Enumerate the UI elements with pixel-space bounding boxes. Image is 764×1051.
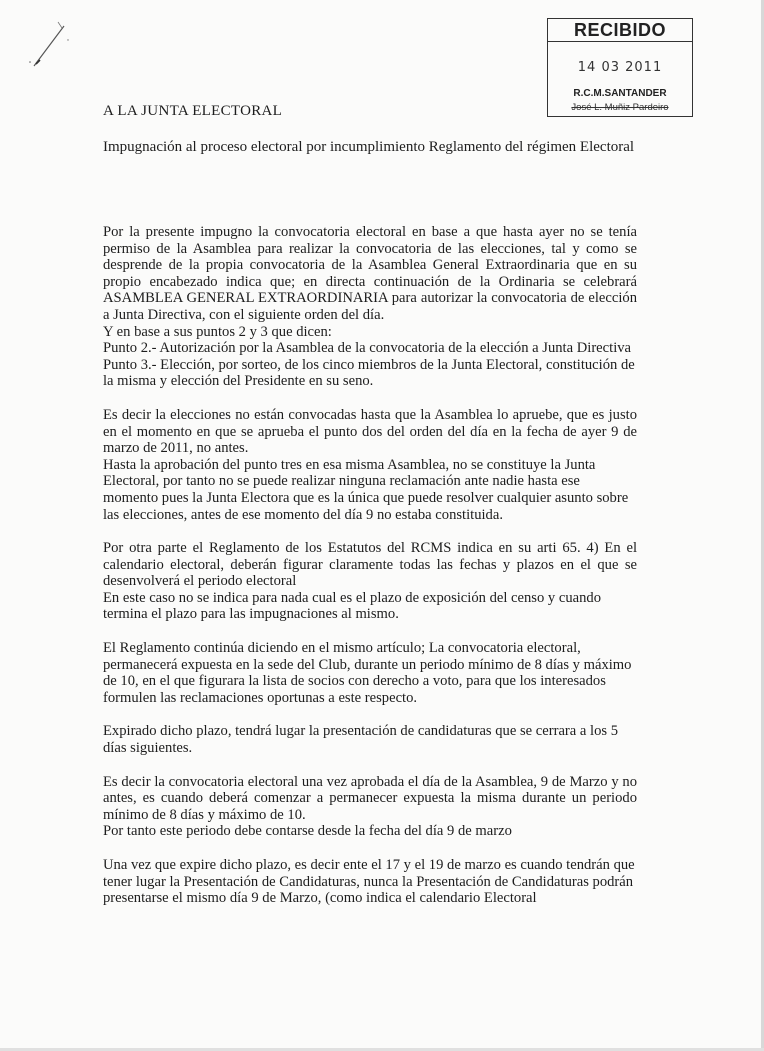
- paragraph: [103, 857, 637, 907]
- paragraph-line: Por tanto este periodo debe contarse desde la fecha del día 9 de marzo: [103, 823, 512, 840]
- received-stamp: [547, 18, 693, 117]
- paragraph-line: Es decir la elecciones no están convocadas hasta que la Asamblea lo apruebe, que es justo en el momento en que se aprueba el punto dos del orden del día en la fecha de ayer 9 de marzo de 2011, no antes.: [103, 406, 637, 457]
- paragraph-line: Hasta la aprobación del punto tres en esa misma Asamblea, no se constituye la Junta Electoral, por tanto no se puede realizar ninguna reclamación ante nadie hasta ese momento pues la Junta Electora que es la única que puede resolver cualquier asunto sobre las elecciones, antes de ese momento del día 9 no estaba constituida.: [103, 456, 629, 523]
- paragraph-line: En este caso no se indica para nada cual es el plazo de exposición del censo y cuando termina el plazo para las impugnaciones al mismo.: [103, 589, 602, 623]
- letter-body: [103, 224, 637, 924]
- stamp-title: RECIBIDO: [548, 18, 692, 42]
- paragraph: [103, 224, 637, 390]
- paragraph-line: Punto 2.- Autorización por la Asamblea de la convocatoria de la elección a Junta Directiva: [103, 340, 632, 357]
- stamp-date: 14 03 2011: [577, 60, 663, 75]
- paragraph-line: Y en base a sus puntos 2 y 3 que dicen:: [103, 323, 332, 340]
- paragraph: [103, 723, 637, 756]
- paragraph: [103, 640, 637, 706]
- addressee-heading: A LA JUNTA ELECTORAL: [103, 103, 283, 119]
- paragraph-line: El Reglamento continúa diciendo en el mismo artículo; La convocatoria electoral, permanecerá expuesta en la sede del Club, durante un periodo mínimo de 8 días y máximo de 10, en el que figurara la lista de socios con derecho a voto, para que los interesados formulen las reclamaciones oportunas a este respecto.: [103, 640, 632, 706]
- subject-line: Impugnación al proceso electoral por incumplimiento Reglamento del régimen Electoral: [103, 139, 635, 155]
- paragraph: [103, 540, 637, 623]
- paragraph-line: Por la presente impugno la convocatoria electoral en base a que hasta ayer no se tenía permiso de la Asamblea para realizar la convocatoria de las elecciones, tal y como se desprende de la propia convocatoria de la Asamblea General Extraordinaria que en su propio encabezado indica que; en directa continuación de la Ordinaria se celebrará ASAMBLEA GENERAL EXTRAORDINARIA para autorizar la convocatoria de elección a Junta Directiva, con el siguiente orden del día.: [103, 224, 637, 323]
- paragraph: [103, 774, 637, 840]
- paragraph-line: Punto 3.- Elección, por sorteo, de los cinco miembros de la Junta Electoral, constitución de la misma y elección del Presidente en su seno.: [103, 356, 635, 390]
- paragraph-line: Por otra parte el Reglamento de los Estatutos del RCMS indica en su arti 65. 4) En el calendario electoral, deberán figurar claramente todas las fechas y plazos en el que se desenvolverá el periodo electoral: [103, 540, 637, 590]
- paragraph: [103, 407, 637, 523]
- pen-mark-icon: [18, 14, 78, 74]
- stamp-signatory: José L. Muñiz Pardeiro: [571, 102, 669, 113]
- paragraph-line: Expirado dicho plazo, tendrá lugar la presentación de candidaturas que se cerrara a los 5 días siguientes.: [103, 723, 619, 757]
- paragraph-line: Una vez que expire dicho plazo, es decir ente el 17 y el 19 de marzo es cuando tendrán que tener lugar la Presentación de Candidaturas, nunca la Presentación de Candidaturas podrán presentarse el mismo día 9 de Marzo, (como indica el calendario Electoral: [103, 857, 635, 907]
- paragraph-line: Es decir la convocatoria electoral una vez aprobada el día de la Asamblea, 9 de Marzo y no antes, es cuando deberá comenzar a permanecer expuesta la misma durante un periodo mínimo de 8 días y máximo de 10.: [103, 773, 637, 823]
- stamp-organization: R.C.M.SANTANDER: [573, 88, 667, 99]
